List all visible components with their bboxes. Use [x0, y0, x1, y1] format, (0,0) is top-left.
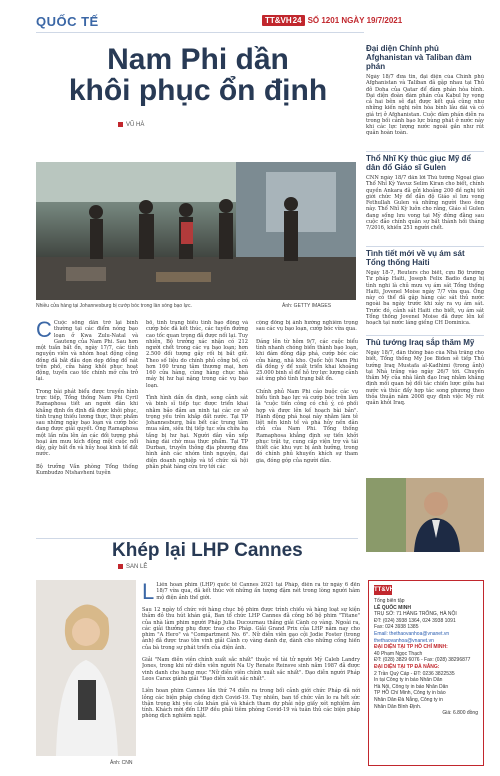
- imprint-email-1[interactable]: Email: thethaovanhoa@vnanet.vn: [374, 630, 450, 637]
- cannes-headline: Khép lại LHP Cannes: [112, 540, 303, 561]
- masthead: [262, 15, 402, 26]
- imprint-hcm-label: ĐẠI DIỆN TẠI TP HỒ CHÍ MINH:: [374, 644, 448, 651]
- imprint-fax: Fax: 024 3938 1385: [374, 624, 419, 631]
- sidebar-text-iraq: Ngày 18/7, dẫn thông báo của Nhà trắng cho biết, Tổng thống Mỹ Joe Biden sẽ tiếp Thủ tướng Iraq Mustafa al-Kadhimi (trong ảnh) tại Nhà trắng vào ngày 26/7 tới. Chuyến thăm Mỹ của nhà lãnh đạo Iraq nhằm khẳng định mối quan hệ đối tác chiến lược giữa hai nước và thúc đẩy hợp tác song phương theo thỏa thuận năm 2008 quy định việc Mỹ rút quân khỏi Iraq.: [366, 350, 484, 406]
- sidebar-title-haiti: Tình tiết mới về vụ ám sát Tổng thống Haiti: [366, 249, 465, 267]
- sidebar-title-turkey: Thổ Nhĩ Kỳ thúc giục Mỹ để dân đổ Giáo sĩ Gulen: [366, 154, 471, 172]
- imprint-print-3: TP HỒ Chí Minh, Công ty in báo: [374, 690, 446, 697]
- cannes-photo-credit: Ảnh: CNN: [110, 760, 133, 766]
- sidebar-title-afghanistan: Đại diện Chính phủ Afghanistan và Taliban đàm phán: [366, 44, 472, 71]
- sidebar: [366, 44, 484, 413]
- imprint-hcm-tel: ĐT: (028) 3829 6076 - Fax: (028) 38296877: [374, 657, 471, 664]
- imprint-hcm-addr: 40 Phạm Ngọc Thạch: [374, 650, 423, 657]
- drop-cap: C: [36, 320, 52, 342]
- imprint-dn-addr: 2 Trần Quý Cáp - ĐT: 0236 3822535: [374, 670, 455, 677]
- sidebar-rule: [366, 151, 484, 152]
- riot-scene-image: [36, 162, 356, 300]
- imprint-office: TRỤ SỞ: 71 HÀNG TRỐNG, HÀ NỘI: [374, 611, 457, 618]
- sidebar-title-iraq: Thủ tướng Iraq sắp thăm Mỹ: [366, 338, 475, 347]
- section-label: QUỐC TẾ: [36, 14, 99, 29]
- masthead-logo: TT&VH24: [262, 15, 305, 26]
- photo-credit: Ảnh: GETTY IMAGES: [282, 303, 332, 309]
- lead-photo: [36, 162, 356, 300]
- sidebar-rule: [366, 246, 484, 247]
- lead-column-3: cộng đồng bị ảnh hưởng nghiêm trọng sau các vụ bạo loạn, cướp bóc vừa qua. Đáng lên từ hôm 9/7, các cuộc biểu tình nhanh chóng biến thành bạo loạn, khi đám đông đập phá, cướp bóc các cửa hàng, nhà kho. Quốc hội Nam Phi đã đồng ý để xuất triển khai khoảng 25.000 binh sĩ để hỗ trợ lực lượng cảnh sát ứng phó tình trạng bất ổn. Chính phủ Nam Phi cáo buộc các vụ biểu tình bạo lực và cướp bóc trên làm là "cuộc tiến công có chủ ý, có phối hợp và được lên kế hoạch bài bản". Hành động phá hoại này nhằm làm tê liệt nền kinh tế và phá hủy nền dân chủ của Nam Phi. Tổng thống Ramaphosa khẳng định sự tiến khởi phục trật tự, cung cấp viện trợ và tái thiết các khu vực bị ảnh hưởng, trong đó chính phủ khuyến khích sự tham gia, đóng góp của người dân.: [256, 320, 358, 464]
- headline-line-1: Nam Phi dần: [107, 43, 289, 76]
- lead-byline: VŨ HÀ: [118, 122, 144, 128]
- jodie-foster-image: [36, 580, 136, 756]
- imprint-price: Giá: 6.800 đồng: [442, 710, 478, 717]
- imprint-print-2: Hà Nội, Công ty in báo Nhân Dân: [374, 683, 449, 690]
- imprint-editor-label: Tổng biên tập: [374, 598, 405, 604]
- cannes-body: L Liên hoan phim (LHP) quốc tế Cannes 2021 tại Pháp, diễn ra từ ngày 6 đến 18/7 vừa qua, đã kết thúc với những ấn tượng đậm nét trong lòng người hâm mộ điện ảnh thế giới. Sau 12 ngày tổ chức với hàng chục bộ phim được trình chiếu và hàng loạt sự kiện thảm đỏ thu hút khán giả, Ban tổ chức LHP Cannes đã công bố bộ phim "Titane" của nhà làm phim người Pháp Julia Ducournau thắng giải Cành cọ vàng. Ngoài ra, các giải thưởng phụ được trao cho Pháp. Giải Grand Prix của LHP năm nay cho phim "A Hero" và "Compartment No. 6". Nữ diễn viên gạo cội Jodie Foster (trong ảnh) đã được trao tôn vinh giải Cành cọ vàng danh dự, dành cho những cống hiến của bà trong sự phát triển của điện ảnh. Giải "Nam diễn viên chính xuất sắc nhất" thuộc về tài tử người Mỹ Caleb Landry Jones, trong khi nữ diễn viên người Na Uy Renate Reinsve sinh năm 1987 đã được vinh danh cho hạng mục "Nữ diễn viên chính xuất sắc nhất". Đạo diễn người Pháp Leos Carax giành giải "Đạo diễn xuất sắc nhất". Liên hoan phim Cannes lần thứ 74 diễn ra trong bối cảnh giới chức Pháp đã nới lỏng các biện pháp chống dịch Covid-19. Tuy nhiên, ban tổ chức vẫn lo ra hết sức thận trọng khi yêu cầu khán giả và khách tham dự phải nộp giấy xét nghiệm âm tính. Khách mời đến LHP đều phải tiêm phòng Covid-19 và tuân thủ các biện pháp phòng dịch nghiêm ngặt.: [142, 582, 360, 720]
- imprint-tel: ĐT: (024) 3938 1364, 024 3938 1091: [374, 617, 456, 624]
- lead-headline: [48, 44, 348, 106]
- imprint-editor: LÊ QUỐC MINH: [374, 604, 411, 611]
- cannes-photo: [36, 580, 136, 756]
- photo-caption: Nhiều cửa hàng tại Johannesburg bị cướp bóc trong làn sóng bạo lực.: [36, 303, 192, 309]
- portrait-image: [366, 478, 484, 552]
- imprint-print-4: Nhân Dân Đà Nẵng, Công ty in: [374, 696, 443, 703]
- imprint-print-1: In tại Công ty in báo Nhân Dân: [374, 677, 443, 684]
- sidebar-text-afghanistan: Ngày 18/7 đưa tin, đại diện của Chính phủ Afghanistan và Taliban đã gặp nhau tại Thủ đô Doha của Qatar để đàm phán hòa bình. Đại diện đoàn đàm phán của Kabul hy vọng cả hai bên sẽ đạt được kết quả cũng như những kiến nghị nên hòa bình lâu dài và có giá trị ở Afghanistan. Cuộc đàm phán diễn ra trong bối cảnh bạo lực bùng phát ở nước này khi các lực lượng nước ngoài gần như rút quân hoàn toàn.: [366, 74, 484, 137]
- cannes-byline: SAN LÊ: [118, 564, 147, 570]
- imprint-logo: TT&VH: [374, 587, 394, 593]
- imprint-box: [368, 580, 484, 766]
- lead-column-1: C Cuộc sống dần trở lại bình thường tại các điểm nóng bạo loạn ở Kwa Zulu-Natal và Gauteng của Nam Phi. Sau hơn một tuần bất ổn, ngày 17/7, các tình nguyện viên và nhóm hoạt động cộng đồng đã bắt đầu dọn dẹp đống đổ nát trên phố, cửa hàng khôi phục hoạt động, tuyến cao tốc chính mở cửa trở lại. Trong bài phát biểu được truyền hình trực tiếp, Tổng thống Nam Phi Cyril Ramaphosa tiết an người dân khi khẳng định ổn định đã được khôi phục, tình trạng thiếu lương thực, thực phẩm sau những ngày bạo loạn và cướp bóc đang được giải quyết. Ông Ramaphosa một lần nữa lên án các đối tượng phá hoại âm mưu kích động một cuộc nổi dậy, gây bất ổn và hủy hoại kinh tế đất nước. Bộ trưởng Văn phòng Tổng thống Kumbudzo Ntshavheni tuyên: [36, 320, 138, 476]
- issue-info: SỐ 1201 NGÀY 19/7/2021: [307, 16, 403, 25]
- iraq-pm-photo: [366, 478, 484, 552]
- headline-line-2: khôi phục ổn định: [68, 74, 328, 107]
- sidebar-text-turkey: CNN ngày 18/7 dẫn lời Thủ tướng Ngoại giao Thổ Nhĩ Kỳ Yavuz Selim Kiran cho biết, chính quyền Ankara đã gửi khoảng 200 đề nghị tới giới chức Mỹ để dẫn độ Giáo sĩ lưu vong Fethullah Gulen và những người theo ông này. Thổ Nhĩ Kỳ luôn cho rằng, Giáo sĩ Gulen đang sống lưu vong tại Mỹ đứng đằng sau cuộc đảo chính quân sự bất thành hồi tháng 7/2016, khiến 251 người chết.: [366, 175, 484, 231]
- section-divider: [36, 538, 358, 539]
- header-rule: [36, 32, 364, 33]
- sidebar-rule: [366, 335, 484, 336]
- sidebar-text-haiti: Ngày 18-7, Reuters cho biết, cựu Bộ trưởng Tư pháp Haiti, Joseph Felix Badio đang bị tình nghi là chủ mưu vụ ám sát Tổng thống Haiti, Jovenel Moise ngày 7/7 vừa qua. Ông này có thể đã gặp hàng các sát thủ nước ngoài ba ngày trước khi xảy ra vụ ám sát. Trước đó, cảnh sát Haiti cho biết, vụ ám sát Tổng thống Jovenel Moise đã được lên kế hoạch tại nước láng giềng CH Dominica.: [366, 270, 484, 326]
- imprint-email-2[interactable]: thethaovanhoa@vnanet.vn: [374, 637, 434, 644]
- imprint-dn-label: ĐẠI DIỆN TẠI TP ĐÀ NẴNG:: [374, 663, 440, 670]
- drop-cap: L: [142, 582, 155, 604]
- lead-column-2: bố, tình trạng biểu tình bạo động và cướp bóc đã kết thúc, các tuyến đường cao tốc quan trọng đã được nối lại. Tuy nhiên, Bộ trưởng xác nhận có 212 người chết trong các vụ bạo loạn; hơn 2.500 đối tượng gây rối bị bắt giữ. Theo số liệu do chính phủ công bố, có hơn 160 trung tâm thương mại, hơn 160 cửa hàng, cùng hàng chục nhà máy bị hư hại nặng trong các vụ bạo loạn. Tình hình dần ổn định, song cảnh sát và binh sĩ tiếp tục được triển khai nhằm bảo đảm an ninh tại các cơ sở trọng yếu trên khắp đất nước. Tại TP Johannesburg, bầu bết các trung tâm mua sắm, siêu thị tiếp tục sửa chữa hạ tầng bị hư hại. Người dân vẫn xếp hàng dài chờ mua thực phẩm. Tại TP Durban, truyền thông địa phương đưa hình ảnh các nhóm tình nguyện, đại diện doanh nghiệp và tổ chức xã hội phân phát hàng cứu trợ tới các: [146, 320, 248, 470]
- imprint-print-5: Nhân Dân Bình Định.: [374, 703, 422, 710]
